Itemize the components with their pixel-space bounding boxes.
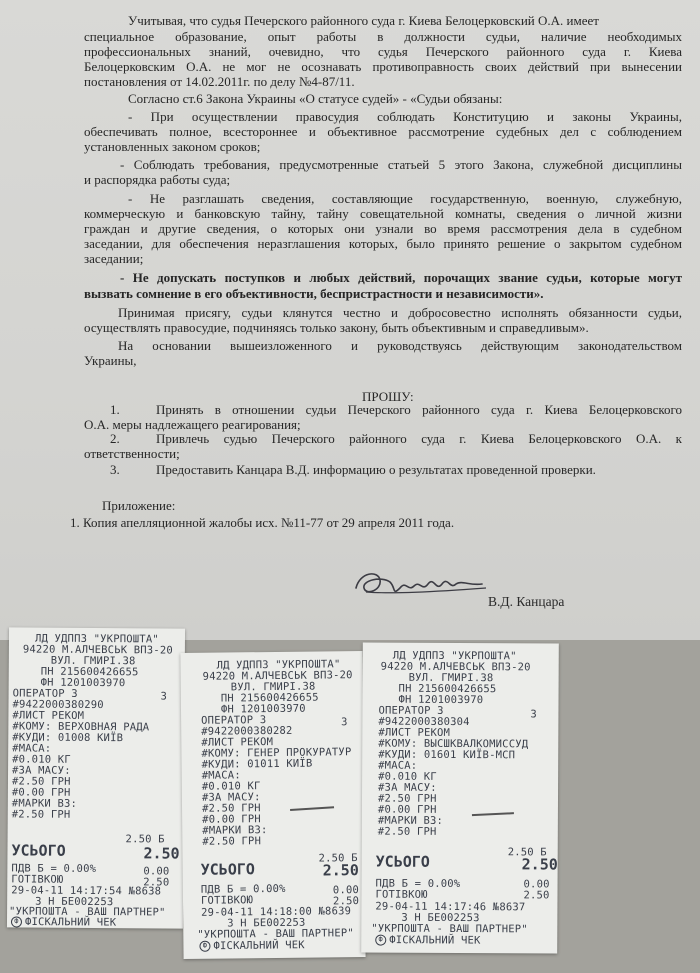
receipt-operator-number: 3 (341, 716, 348, 729)
receipt-line: #2.50 ГРН (11, 808, 71, 821)
receipt-cash-label: ГОТІВКОЮ (375, 888, 428, 901)
request-title: ПРОШУ: (362, 389, 414, 404)
receipt-1 (7, 627, 185, 928)
receipt-line: ПН 215600426655 (220, 691, 319, 705)
pen-mark (290, 806, 334, 810)
letter-line: граждан и другие сведения, о которых они узнали во время рассмотрения дела в судебном (84, 221, 682, 236)
receipt-operator-number: 3 (160, 690, 168, 703)
letter-line: постановления от 14.02.2011г. по делу №4-87/11. (84, 74, 355, 89)
receipt-line: ФН 1201003970 (220, 702, 306, 716)
receipt-subtotal: 2.50 Б (318, 852, 358, 865)
letter-line: Украины, (84, 353, 137, 368)
item-text: Привлечь судью Печерского районного суда г. Киева Белоцерковского О.А. к (156, 431, 682, 446)
receipt-line: 94220 М.АЛЧЕВСЬК ВПЗ-20 (22, 643, 173, 657)
fiscal-icon: Ф (199, 941, 210, 952)
letter-line: Белоцерковским О.А. не мог не осознавать противоправность своих действий при вынесении (84, 59, 682, 74)
receipt-subtotal: 2.50 Б (507, 846, 547, 859)
letter-line: - Не разглашать сведения, составляющие государственную, военную, служебную, (128, 191, 682, 206)
receipt-line: #ЛИСТ РЕКОМ (201, 735, 274, 749)
receipt-cash-label: ГОТІВКОЮ (11, 873, 64, 886)
attachment-title: Приложение: (102, 498, 176, 513)
item-number: 2. (110, 431, 120, 446)
receipt-line: #9422000380290 (12, 698, 104, 712)
attachment-item: 1. Копия апелляционной жалобы исх. №11-77 от 29 апреля 2011 года. (70, 515, 455, 530)
item-text: Принять в отношении судьи Печерского районного суда г. Киева Белоцерковского (156, 402, 682, 417)
receipt-line: #МАСА: (12, 742, 52, 755)
receipt-vat: ПДВ Б = 0.00% (375, 877, 461, 891)
receipt-vat: ПДВ Б = 0.00% (200, 882, 286, 896)
receipt-line: #0.010 КГ (12, 753, 71, 766)
receipt-code: 3 Н БЕ002253 (401, 911, 480, 925)
receipt-total-label: УСЬОГО (11, 841, 66, 860)
receipt-line: ВУЛ. ГМИРІ.38 (50, 654, 136, 668)
receipt-line: ОПЕРАТОР 3 (12, 687, 78, 700)
letter-line: и распорядка работы суда; (84, 172, 231, 187)
receipt-line: #ЗА МАСУ: (12, 764, 71, 777)
receipt-line: ЛД УДППЗ "УКРПОШТА" (392, 649, 517, 663)
receipt-line: ПН 215600426655 (40, 665, 139, 679)
receipt-total-label: УСЬОГО (375, 852, 430, 871)
receipt-line: #КОМУ: ВЫСШКВАЛКОМИССУД (378, 737, 529, 751)
item-number: 1. (110, 402, 120, 417)
receipt-line: #2.50 ГРН (377, 825, 437, 838)
receipt-line: #МАРКИ ВЗ: (202, 824, 268, 837)
receipt-line: #МАРКИ ВЗ: (377, 814, 444, 827)
receipt-cash: 2.50 (143, 876, 170, 889)
receipt-cash: 2.50 (332, 895, 360, 908)
letter-line: Принимая присягу, судьи клянутся честно и добросовестно исполнять обязанности судьи, (118, 305, 682, 320)
receipt-total: 2.50 (521, 855, 558, 874)
receipt-line: #ЛИСТ РЕКОМ (12, 709, 85, 722)
fiscal-icon: Ф (375, 935, 386, 946)
receipt-line: ВУЛ. ГМИРІ.38 (408, 671, 494, 685)
receipt-vat: ПДВ Б = 0.00% (11, 862, 97, 876)
receipt-line: #МАСА: (201, 769, 241, 782)
item-text: Предоставить Канцара В.Д. информацию о результатах проведенной проверки. (156, 462, 596, 477)
receipt-line: #9422000380304 (378, 715, 470, 729)
receipt-line: ВУЛ. ГМИРІ.38 (230, 680, 316, 694)
receipt-line: #КОМУ: ВЕРХОВНАЯ РАДА (12, 720, 150, 734)
receipt-cash-label: ГОТІВКОЮ (200, 894, 254, 907)
letter-line: осуществлять правосудие, подчиняясь только закону, быть объективным и справедливым». (84, 320, 589, 335)
receipt-line: ФН 1201003970 (398, 693, 484, 707)
receipt-cash: 2.50 (523, 889, 550, 902)
receipt-line: #0.00 ГРН (202, 813, 261, 826)
receipt-line: #ЛИСТ РЕКОМ (378, 726, 451, 739)
letter-line: обеспечивать полное, всестороннее и объективное рассмотрение судебных дел с соблюдением (84, 124, 682, 139)
receipt-3 (361, 642, 559, 953)
item-text: ответственности; (84, 446, 180, 461)
receipt-line: ОПЕРАТОР 3 (378, 704, 444, 717)
letter-line: заседании; (84, 251, 144, 266)
receipt-slogan: "УКРПОШТА - ВАШ ПАРТНЕР" (197, 927, 354, 941)
receipt-line: #2.50 ГРН (11, 775, 71, 788)
receipt-line: 94220 М.АЛЧЕВСЬК ВПЗ-20 (380, 660, 531, 674)
receipt-line: ПН 215600426655 (398, 682, 497, 696)
letter-line: специальное образование, опыт работы в должности судьи, наличие необходимых (84, 29, 682, 44)
receipt-check: Ф ФІСКАЛЬНИЙ ЧЕК (199, 940, 304, 953)
item-number: 3. (110, 462, 120, 477)
item-text: О.А. меры надлежащего реагирования; (84, 417, 301, 432)
receipt-code: 3 Н БЕ002253 (227, 916, 306, 930)
letter-line: Согласно ст.6 Закона Украины «О статусе судей» - «Судьи обязаны: (128, 91, 503, 106)
receipt-check: Ф ФІСКАЛЬНИЙ ЧЕК (11, 916, 116, 928)
fiscal-icon: Ф (11, 916, 22, 927)
receipt-vat-value: 0.00 (523, 878, 550, 891)
receipt-datetime: 29-04-11 14:17:54 №8638 (11, 884, 162, 898)
receipt-line: #КОМУ: ГЕНЕР ПРОКУРАТУР (201, 746, 352, 760)
receipt-total-label: УСЬОГО (200, 860, 255, 879)
letter-line-bold: вызвать сомнение в его объективности, беспристрастности и независимости». (84, 286, 544, 301)
letter-line-bold: - Не допускать поступков и любых действий, порочащих звание судьи, которые могут (120, 270, 682, 285)
receipt-datetime: 29-04-11 14:17:46 №8637 (375, 900, 526, 914)
receipt-line: #0.010 КГ (378, 770, 437, 783)
receipt-line: #2.50 ГРН (201, 802, 261, 815)
letter-line: - Соблюдать требования, предусмотренные статьей 5 этого Закона, служебной дисциплины (120, 157, 682, 172)
receipt-line: #0.010 КГ (201, 780, 261, 793)
receipt-line: #МАСА: (378, 759, 418, 772)
letter-line: На основании вышеизложенного и руководствуясь действующим законодательством (118, 338, 682, 353)
receipt-2 (180, 651, 365, 959)
receipt-line: ОПЕРАТОР 3 (201, 714, 267, 727)
receipt-check: Ф ФІСКАЛЬНИЙ ЧЕК (375, 935, 480, 947)
receipt-line: #КУДИ: 01008 КИЇВ (12, 731, 124, 745)
receipt-operator-number: 3 (530, 708, 538, 721)
receipt-total: 2.50 (143, 844, 180, 863)
receipt-vat-value: 0.00 (143, 865, 170, 878)
receipt-subtotal: 2.50 Б (125, 833, 165, 846)
letter-line: коммерческую и банковскую тайну, тайну совещательной комнаты, сведения о личной жизни (84, 206, 682, 221)
receipt-line: #КУДИ: 01601 КИЇВ-МСП (378, 748, 516, 762)
letter-line: профессиональных знаний, очевидно, что судья Печерского районного суда г. Киева (84, 44, 682, 59)
receipt-line: #ЗА МАСУ: (378, 781, 437, 794)
signer-name: В.Д. Канцара (488, 594, 565, 609)
receipt-line: #2.50 ГРН (202, 835, 262, 848)
letter-line: Учитывая, что судья Печерского районного суда г. Киева Белоцерковский О.А. имеет (128, 13, 599, 28)
receipt-line: #КУДИ: 01011 КИЇВ (201, 757, 313, 771)
handwritten-signature (352, 562, 492, 607)
letter-line: - При осуществлении правосудия соблюдать Конституцию и законы Украины, (128, 109, 682, 124)
receipt-line: ЛД УДППЗ "УКРПОШТА" (34, 632, 159, 646)
receipt-slogan: "УКРПОШТА - ВАШ ПАРТНЕР" (9, 905, 166, 919)
receipt-slogan: "УКРПОШТА - ВАШ ПАРТНЕР" (371, 922, 528, 936)
receipt-code: 3 Н БЕ002253 (35, 895, 114, 909)
receipt-line: 94220 М.АЛЧЕВСЬК ВПЗ-20 (202, 669, 353, 683)
pen-mark (472, 812, 514, 815)
receipt-total: 2.50 (322, 861, 359, 880)
receipt-datetime: 29-04-11 14:18:00 №8639 (201, 905, 352, 919)
receipt-line: #9422000380282 (201, 724, 293, 738)
receipt-line: #0.00 ГРН (11, 786, 71, 799)
letter-line: установленных законом сроков; (84, 139, 261, 154)
receipt-line: #2.50 ГРН (377, 792, 437, 805)
letter-line: заседании, для обеспечения неразглашения которых, было принято решение о закрытом судебном (84, 236, 682, 251)
receipt-line: #МАРКИ ВЗ: (11, 797, 78, 810)
receipt-vat-value: 0.00 (332, 884, 360, 897)
receipt-line: #0.00 ГРН (377, 803, 437, 816)
receipt-line: ЛД УДППЗ "УКРПОШТА" (216, 658, 341, 672)
receipt-line: #ЗА МАСУ: (201, 791, 261, 804)
receipt-line: ФН 1201003970 (40, 676, 126, 690)
